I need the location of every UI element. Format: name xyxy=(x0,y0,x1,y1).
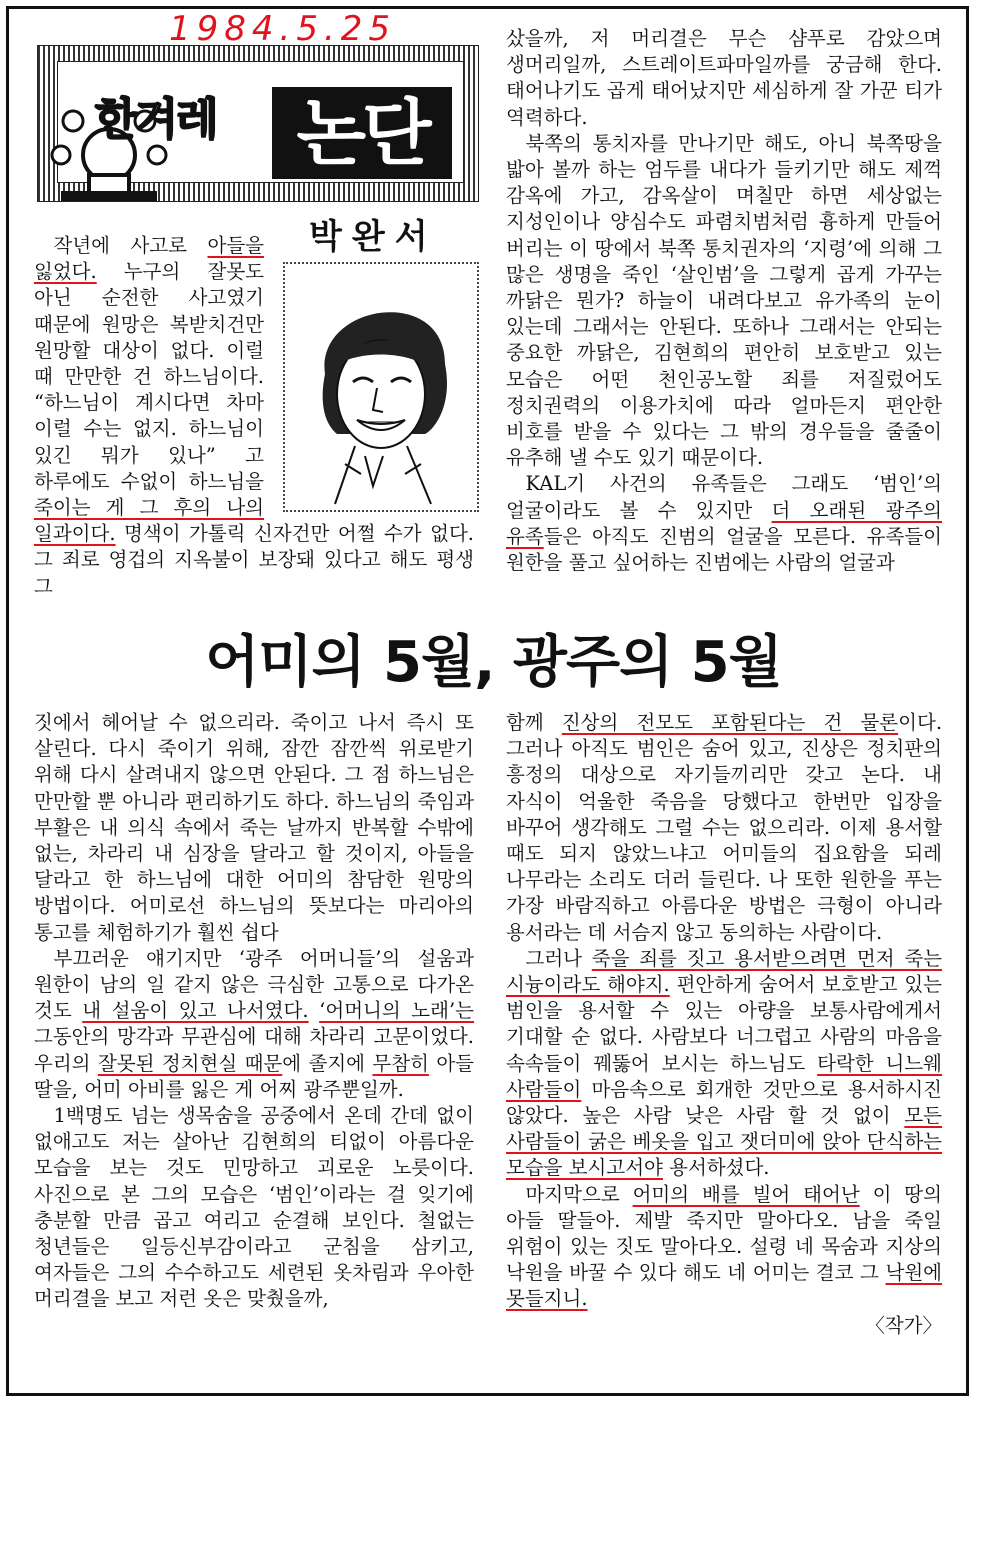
masthead xyxy=(37,35,477,205)
column-lower-right xyxy=(506,710,942,1370)
paragraph xyxy=(506,471,942,576)
text-run: 이다. 그러나 아직도 범인은 숨어 있고, 진상은 정치판의 흥정의 대상으로 자기들끼리만 갖고 논다. 내 자식이 억울한 죽음을 당했다고 한번만 입장을 바꾸어 생각해도 그럴 수는 없으리라. 이제 용서할 때도 되지 않았느냐고 어미들의 집요함을 되레 나무라는 소리도 더러 들린다. 나 또한 원한을 푸는 가장 바람직하고 아름다운 방법은 극형이 아니라 용서라는 데 서슴지 않고 동의하는 사람이다. xyxy=(506,711,943,944)
text-run: 마지막으로 xyxy=(525,1182,633,1206)
paragraph xyxy=(506,1182,942,1313)
handwritten-date: 1984.5.25 xyxy=(169,9,397,49)
text-run: 북쪽의 통치자를 만나기만 해도, 아니 북쪽땅을 밟아 볼까 하는 엄두를 내다가 들키기만 해도 제꺽 감옥에 가고, 감옥살이 며칠만 하면 세상없는 지성인이나 양심수도 파렴치범처럼 흉하게 만들어 버리는 이 땅에서 북쪽 통치권자의 ‘지령’에 의해 그 많은 생명을 죽인 ‘살인범’을 그렇게 곱게 가꾸는 까닭은 뭔가? 하늘이 내려다보고 유가족의 눈이 있는데 그래서는 안된다. 또하나 그래서는 안되는 중요한 까닭은, 김현희의 편안히 보호받고 있는 모습은 어떤 천인공노할 죄를 저질렀어도 정치권력의 이용가치에 따라 얼마든지 편안한 비호를 받을 수 있다는 그 밖의 경우들을 줄줄이 유추해 낼 수도 있기 때문이다. xyxy=(506,131,942,470)
text-run: 에 졸지에 xyxy=(282,1051,373,1075)
paragraph xyxy=(506,710,942,946)
masthead-big-title: 논단 xyxy=(272,87,452,179)
underlined-text: ‘어머니의 노래’는 xyxy=(319,999,475,1023)
text-run: 1백명도 넘는 생목숨을 공중에서 온데 간데 없이 없애고도 저는 살아난 김현희의 티없이 아름다운 모습을 보는 것도 민망하고 괴로운 노릇이다. 사진으로 본 그의 모습은 ‘범인’이라는 걸 잊기에 충분할 만큼 곱고 여리고 순결해 보인다. 철없는 청년들은 일등신부감이라고 군침을 삼키고, 여자들은 그의 수수하고도 세련된 옷차림과 우아한 머리결을 보고 저런 옷은 맞췄을까, xyxy=(34,1104,474,1311)
paragraph xyxy=(506,131,942,472)
paragraph xyxy=(506,26,942,131)
underlined-text: 타락한 니느웨 사람들이 xyxy=(506,1051,942,1101)
text-run: 부끄러운 얘기지만 ‘광주 어머니들’의 설움과 원한이 남의 일 같지 않은 극심한 고통으로 다가온 것도 xyxy=(34,946,474,1023)
paragraph xyxy=(506,946,942,1182)
text-run: KAL기 사건의 유족들은 그래도 ‘범인’의 얼굴이라도 볼 수 있지만 xyxy=(506,472,942,522)
text-run: 들은 아직도 진범의 얼굴을 모른다. 유족들이 원한을 풀고 싶어하는 진범에는 사람의 얼굴과 xyxy=(506,524,942,575)
headline: 어미의 5월, 광주의 5월 xyxy=(205,630,782,695)
underlined-text: 무참히 xyxy=(372,1051,429,1075)
text-run: 편안하게 숨어서 보호받고 있는 범인을 용서할 수 있는 아량을 보통사람에게서 기대할 순 없다. 사람보다 너그럽고 사람의 마음을 속속들이 꿰뚫어 보시는 하느님도 xyxy=(506,973,943,1075)
text-run: 명색이 가톨릭 신자건만 어쩔 수가 없다. 그 죄로 영겁의 지옥불이 보장돼 있다고 해도 평생 그 xyxy=(34,522,474,598)
byline: 박완서 xyxy=(309,217,438,257)
column-upper-right xyxy=(506,26,942,604)
text-run: 그러나 xyxy=(525,946,592,970)
paragraph xyxy=(34,946,474,1103)
paragraph xyxy=(34,1103,474,1313)
text-run xyxy=(309,999,320,1022)
text-run: 마음속으로 회개한 것만으로 용서하시진 않았다. 높은 사람 낮은 사람 할 것 없이 xyxy=(506,1077,942,1128)
text-run: 누구의 잘못도 아닌 순전한 사고였기 때문에 원망은 복받치건만 원망할 대상이 없다. 이럴 때 만만한 건 하느님이다. “하느님이 계시다면 차마 이럴 수는 없지. 하느님이 있긴 뭐가 있나” 고 하루에도 수없이 하느님을 xyxy=(34,260,264,493)
underlined-text: 어미의 배를 빌어 태어난 xyxy=(632,1182,860,1206)
underlined-text: 죽이는 게 그 후의 나의 일과이다. xyxy=(34,496,264,546)
underlined-text: 더 오래된 광주의 유족 xyxy=(506,498,942,548)
underlined-text: 죽을 죄를 짓고 용서받으려면 먼저 죽는 시늉이라도 해야지. xyxy=(506,946,942,997)
underlined-text: 아들을 잃었다. xyxy=(34,234,264,284)
underlined-text: 모든 사람들이 굵은 베옷을 입고 잿더미에 앉아 단식하는 모습을 보시고서야 xyxy=(506,1104,942,1180)
underlined-text: 내 설움이 있고 나서였다. xyxy=(82,999,309,1023)
text-run: 이 땅의 아들 딸들아. 제발 죽지만 말아다오. 남을 죽일 위험이 있는 짓도 말아다오. 설령 네 목숨과 지상의 낙원을 바꿀 수 있다 해도 네 어미는 결코 그 xyxy=(506,1182,942,1285)
text-run: 용서하셨다. xyxy=(662,1156,770,1180)
masthead-small-title: 한겨레 xyxy=(95,94,217,145)
text-run: 짓에서 헤어날 수 없으리라. 죽이고 나서 즉시 또 살린다. 다시 죽이기 위해, 잠깐 잠깐씩 위로받기 위해 다시 살려내지 않으면 안된다. 그 점 하느님은 만만할 뿐 아니라 편리하기도 하다. 하느님의 죽임과 부활은 내 의식 속에서 죽는 날까지 반복할 수밖에 없는, 차라리 내 심장을 달라고 할 것이지, 아들을 달라고 한 하느님에 대한 어미의 참담한 원망의 방법이다. 어미로선 하느님의 뜻보다는 마리아의 통고를 체험하기가 훨씬 쉽다 xyxy=(34,711,474,944)
author-tag: 〈작가〉 xyxy=(865,1313,942,1337)
underlined-text: 잘못된 정치현실 때문 xyxy=(97,1051,283,1075)
underlined-text: 진상의 전모도 포함된다는 건 물론 xyxy=(561,711,899,734)
underlined-text: 낙원에 못들지니. xyxy=(506,1261,942,1311)
paragraph xyxy=(34,710,474,946)
text-run: 그동안의 망각과 무관심에 대해 차라리 고문이었다. 우리의 xyxy=(34,1025,474,1075)
column-upper-left xyxy=(34,233,474,605)
text-run: 함께 xyxy=(506,711,562,734)
text-run: 아들 딸을, 어미 아비를 잃은 게 어찌 광주뿐일까. xyxy=(34,1051,475,1101)
column-lower-left xyxy=(34,710,474,1370)
text-run: 샀을까, 저 머리결은 무슨 샴푸로 감았으며 생머리일까, 스트레이트파마일까를 궁금해 한다. 태어나기도 곱게 태어났지만 세심하게 잘 가꾼 티가 역력하다. xyxy=(506,27,942,129)
text-run: 작년에 사고로 xyxy=(53,234,208,257)
